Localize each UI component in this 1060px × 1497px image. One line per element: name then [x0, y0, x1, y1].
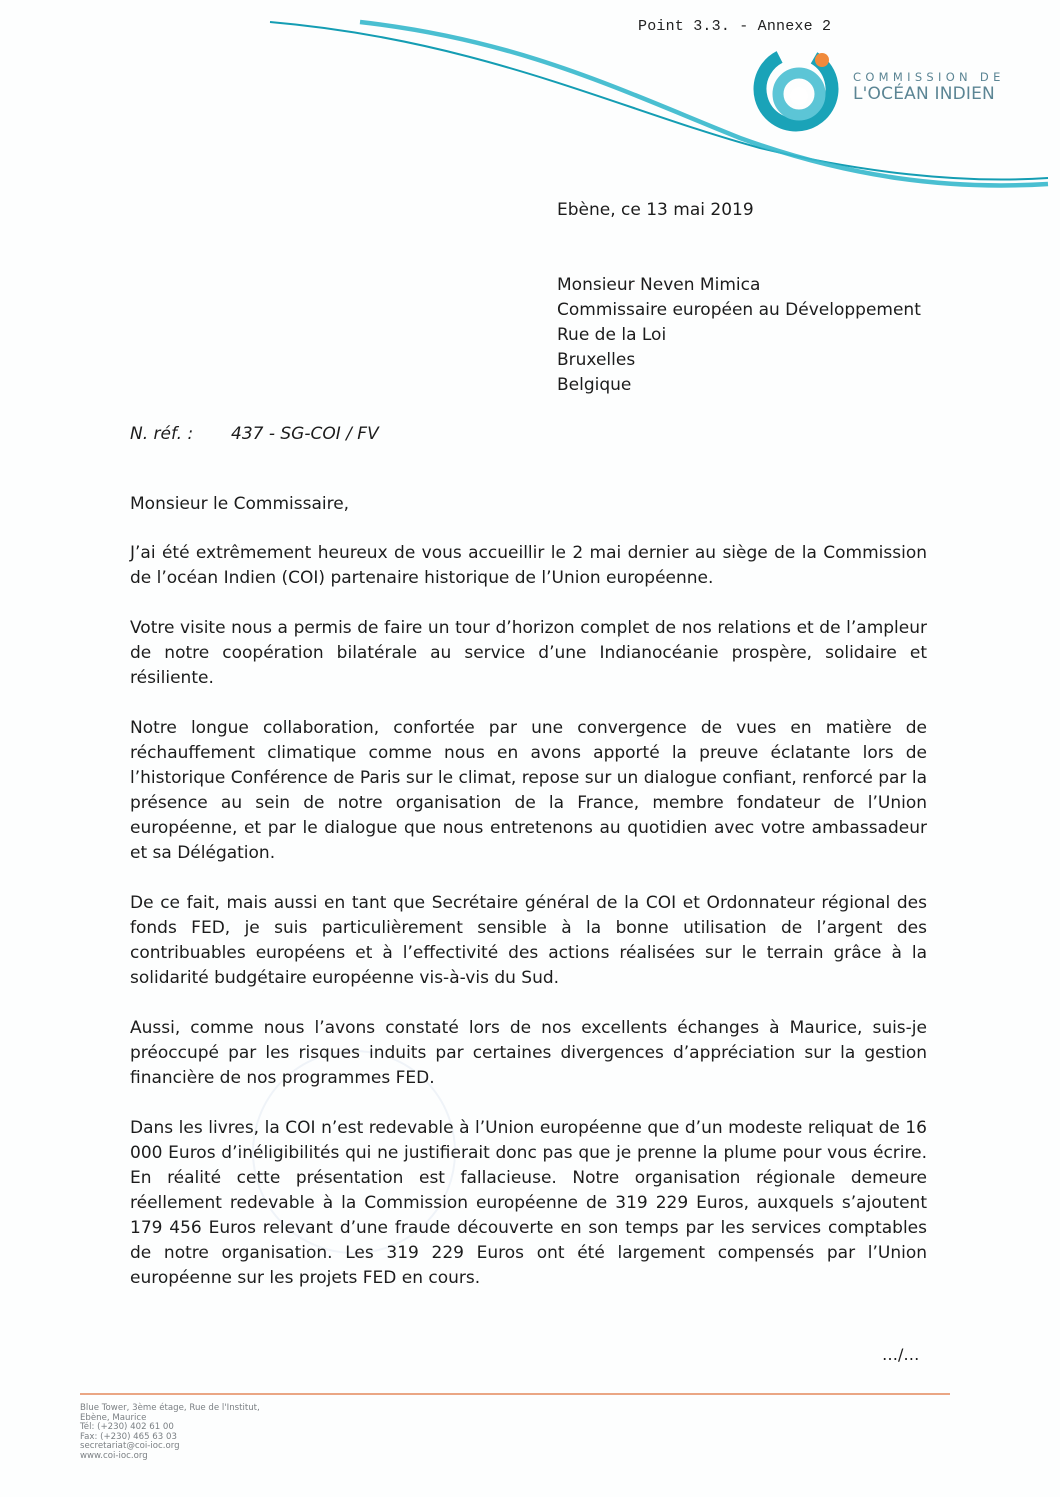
- footer-fax: Fax: (+230) 465 63 03: [80, 1431, 177, 1442]
- footer-email: secretariat@coi-ioc.org: [80, 1441, 180, 1452]
- footer-website: www.coi-ioc.org: [80, 1450, 148, 1461]
- annex-label: Point 3.3. - Annexe 2: [638, 18, 832, 35]
- reference-line: [130, 422, 379, 447]
- org-name-line1: COMMISSION DE: [853, 70, 1005, 84]
- paragraph: De ce fait, mais aussi en tant que Secrétaire général de la COI et Ordonnateur régional des fonds FED, je suis particulièrement sensible à la bonne utilisation de l’argent des contribuables européens et à l’effectivité des actions réalisées sur le terrain grâce à la solidarité budgétaire européenne vis-à-vis du Sud.: [130, 893, 927, 988]
- footer-divider: [80, 1393, 950, 1395]
- footer-address-line1: Blue Tower, 3ème étage, Rue de l'Institut,: [80, 1403, 260, 1413]
- reference-label: N. réf. :: [130, 424, 194, 444]
- recipient-name: Monsieur Neven Mimica: [557, 275, 761, 295]
- salutation: Monsieur le Commissaire,: [130, 494, 350, 514]
- paragraph: Aussi, comme nous l’avons constaté lors de nos excellents échanges à Maurice, suis-je préoccupé par les risques induits par certaines divergences d’appréciation sur la gestion financière de nos programmes FED.: [130, 1018, 927, 1088]
- recipient-street: Rue de la Loi: [557, 325, 667, 345]
- footer-contact: [80, 1404, 260, 1462]
- recipient-city: Bruxelles: [557, 350, 636, 370]
- place-date: Ebène, ce 13 mai 2019: [557, 200, 754, 220]
- recipient-country: Belgique: [557, 375, 632, 395]
- paragraph: Dans les livres, la COI n’est redevable à l’Union européenne que d’un modeste reliquat de 16 000 Euros d’inéligibilités qui ne justifierait donc pas que je prenne la plume pour vous écrire. En réalité cette présentation est fallacieuse. Notre organisation régionale demeure réellement redevable à la Commission européenne de 319 229 Euros, auxquels s’ajoutent 179 456 Euros relevant d’une fraude découverte en son temps par les services comptables de notre organisation. Les 319 229 Euros ont été largement compensés par l’Union européenne sur les projets FED en cours.: [130, 1118, 927, 1288]
- paragraph: Votre visite nous a permis de faire un tour d’horizon complet de nos relations et de l’ampleur de notre coopération bilatérale au service d’une Indianocéanie prospère, solidaire et résiliente.: [130, 618, 927, 688]
- recipient-title: Commissaire européen au Développement: [557, 300, 921, 320]
- paragraph: Notre longue collaboration, confortée par une convergence de vues en matière de réchauffement climatique comme nous en avons apporté la preuve éclatante lors de l’historique Conférence de Paris sur le climat, repose sur un dialogue confiant, renforcé par la présence au sein de notre organisation de la France, membre fondateur de l’Union européenne, et par le dialogue que nous entretenons au quotidien avec votre ambassadeur et sa Délégation.: [130, 718, 927, 863]
- continuation-mark: …/…: [882, 1345, 920, 1364]
- reference-value: 437 - SG-COI / FV: [231, 424, 379, 444]
- organization-name: [853, 70, 1005, 104]
- org-name-line2: L'OCÉAN INDIEN: [853, 84, 995, 104]
- paragraph: J’ai été extrêmement heureux de vous accueillir le 2 mai dernier au siège de la Commission de l’océan Indien (COI) partenaire historique de l’Union européenne.: [130, 543, 927, 588]
- footer-phone: Tél: (+230) 402 61 00: [80, 1422, 174, 1433]
- footer-address-line2: Ebène, Maurice: [80, 1412, 147, 1423]
- recipient-address: [557, 273, 921, 398]
- letter-body: [130, 541, 927, 1316]
- coi-logo-icon: [752, 42, 842, 132]
